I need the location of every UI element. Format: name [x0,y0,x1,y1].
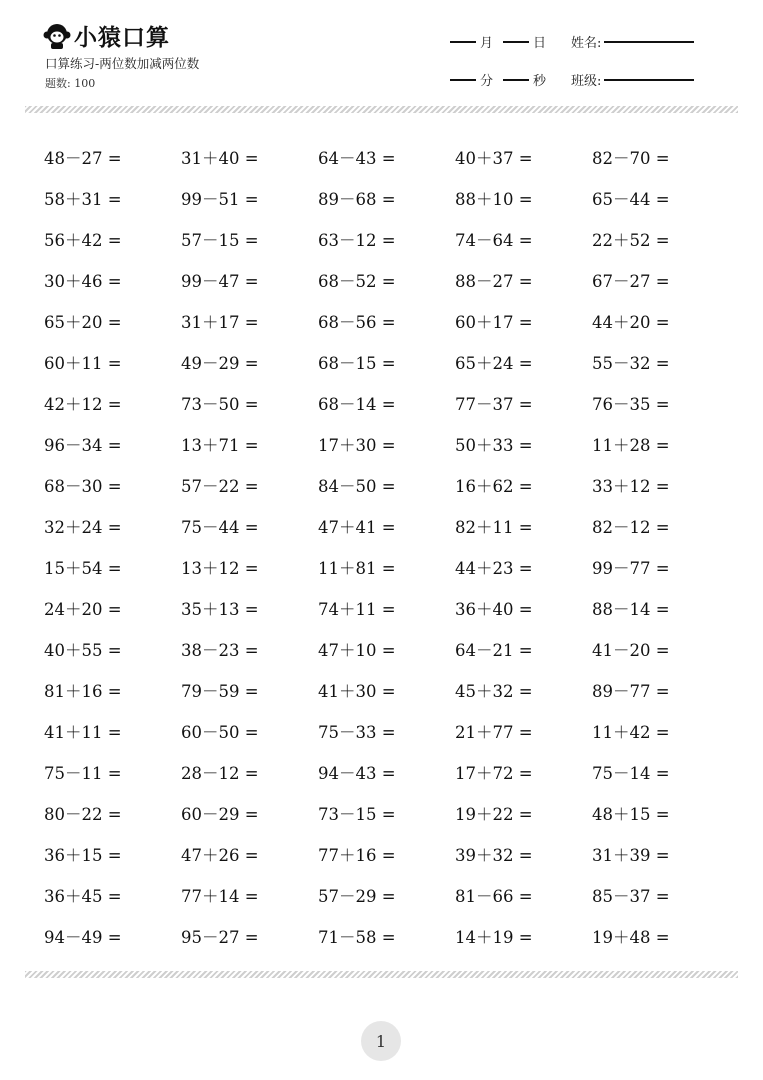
arithmetic-problem: 21＋77 = [455,722,533,742]
problem-grid [44,136,744,956]
arithmetic-problem: 77＋16 = [318,845,396,865]
brand-name: 小猿口算 [74,25,170,51]
arithmetic-problem: 68－14 = [318,394,396,414]
problem-row [44,136,744,177]
arithmetic-problem: 77－37 = [455,394,533,414]
arithmetic-problem: 44＋23 = [455,558,533,578]
name-field [571,32,698,51]
arithmetic-problem: 16＋62 = [455,476,533,496]
name-label: 姓名: [571,36,602,51]
arithmetic-problem: 49－29 = [181,353,259,373]
month-label: 月 [480,36,494,51]
arithmetic-problem: 74＋11 = [318,599,396,619]
problem-row [44,915,744,956]
problem-row [44,218,744,259]
arithmetic-problem: 75－11 = [44,763,122,783]
problem-row [44,710,744,751]
class-label: 班级: [571,74,602,89]
arithmetic-problem: 31＋39 = [592,845,670,865]
arithmetic-problem: 30＋46 = [44,271,122,291]
date-field [446,32,546,51]
arithmetic-problem: 15＋54 = [44,558,122,578]
arithmetic-problem: 19＋22 = [455,804,533,824]
problem-row [44,464,744,505]
arithmetic-problem: 31＋17 = [181,312,259,332]
arithmetic-problem: 48＋15 = [592,804,670,824]
second-blank [503,78,529,81]
arithmetic-problem: 47＋10 = [318,640,396,660]
problem-row [44,300,744,341]
arithmetic-problem: 57－22 = [181,476,259,496]
arithmetic-problem: 36＋40 = [455,599,533,619]
problem-row [44,792,744,833]
arithmetic-problem: 88－27 = [455,271,533,291]
arithmetic-problem: 84－50 = [318,476,396,496]
arithmetic-problem: 89－68 = [318,189,396,209]
problem-row [44,587,744,628]
arithmetic-problem: 40＋55 = [44,640,122,660]
arithmetic-problem: 55－32 = [592,353,670,373]
problem-row [44,505,744,546]
arithmetic-problem: 13＋12 = [181,558,259,578]
arithmetic-problem: 73－15 = [318,804,396,824]
worksheet-title: 口算练习-两位数加减两位数 [45,56,200,71]
arithmetic-problem: 31＋40 = [181,148,259,168]
arithmetic-problem: 88－14 = [592,599,670,619]
problem-row [44,423,744,464]
page-number: 1 [361,1021,401,1061]
arithmetic-problem: 17＋30 = [318,435,396,455]
arithmetic-problem: 60＋17 = [455,312,533,332]
arithmetic-problem: 95－27 = [181,927,259,947]
arithmetic-problem: 73－50 = [181,394,259,414]
day-label: 日 [533,36,547,51]
arithmetic-problem: 80－22 = [44,804,122,824]
arithmetic-problem: 14＋19 = [455,927,533,947]
arithmetic-problem: 58＋31 = [44,189,122,209]
arithmetic-problem: 64－43 = [318,148,396,168]
arithmetic-problem: 13＋71 = [181,435,259,455]
arithmetic-problem: 44＋20 = [592,312,670,332]
bottom-divider [25,971,738,978]
top-divider [25,106,738,113]
arithmetic-problem: 47＋41 = [318,517,396,537]
second-label: 秒 [533,74,547,89]
arithmetic-problem: 65＋24 = [455,353,533,373]
arithmetic-problem: 65＋20 = [44,312,122,332]
arithmetic-problem: 47＋26 = [181,845,259,865]
arithmetic-problem: 79－59 = [181,681,259,701]
brand-logo [43,19,170,52]
problem-row [44,341,744,382]
arithmetic-problem: 65－44 = [592,189,670,209]
problem-count: 题数: 100 [45,77,96,90]
arithmetic-problem: 40＋37 = [455,148,533,168]
minute-blank [450,78,476,81]
arithmetic-problem: 75－44 = [181,517,259,537]
arithmetic-problem: 28－12 = [181,763,259,783]
arithmetic-problem: 57－29 = [318,886,396,906]
problem-row [44,669,744,710]
arithmetic-problem: 68－52 = [318,271,396,291]
arithmetic-problem: 36＋45 = [44,886,122,906]
problem-row [44,546,744,587]
arithmetic-problem: 89－77 = [592,681,670,701]
arithmetic-problem: 68－30 = [44,476,122,496]
problem-row [44,751,744,792]
minute-label: 分 [480,74,494,89]
class-field [571,70,698,89]
arithmetic-problem: 94－49 = [44,927,122,947]
arithmetic-problem: 39＋32 = [455,845,533,865]
arithmetic-problem: 38－23 = [181,640,259,660]
arithmetic-problem: 77＋14 = [181,886,259,906]
arithmetic-problem: 60－29 = [181,804,259,824]
arithmetic-problem: 99－77 = [592,558,670,578]
month-blank [450,40,476,43]
arithmetic-problem: 45＋32 = [455,681,533,701]
arithmetic-problem: 48－27 = [44,148,122,168]
arithmetic-problem: 99－47 = [181,271,259,291]
arithmetic-problem: 33＋12 = [592,476,670,496]
arithmetic-problem: 22＋52 = [592,230,670,250]
arithmetic-problem: 85－37 = [592,886,670,906]
arithmetic-problem: 94－43 = [318,763,396,783]
arithmetic-problem: 96－34 = [44,435,122,455]
arithmetic-problem: 11＋81 = [318,558,396,578]
worksheet-header [0,0,763,110]
problem-row [44,628,744,669]
name-blank [604,40,694,43]
arithmetic-problem: 41＋11 = [44,722,122,742]
problem-row [44,382,744,423]
arithmetic-problem: 76－35 = [592,394,670,414]
arithmetic-problem: 32＋24 = [44,517,122,537]
problem-row [44,874,744,915]
arithmetic-problem: 82－70 = [592,148,670,168]
arithmetic-problem: 71－58 = [318,927,396,947]
arithmetic-problem: 60＋11 = [44,353,122,373]
arithmetic-problem: 64－21 = [455,640,533,660]
arithmetic-problem: 99－51 = [181,189,259,209]
problem-row [44,177,744,218]
arithmetic-problem: 81－66 = [455,886,533,906]
arithmetic-problem: 88＋10 = [455,189,533,209]
class-blank [604,78,694,81]
arithmetic-problem: 68－56 = [318,312,396,332]
arithmetic-problem: 75－14 = [592,763,670,783]
arithmetic-problem: 67－27 = [592,271,670,291]
arithmetic-problem: 19＋48 = [592,927,670,947]
arithmetic-problem: 75－33 = [318,722,396,742]
arithmetic-problem: 41－20 = [592,640,670,660]
arithmetic-problem: 42＋12 = [44,394,122,414]
arithmetic-problem: 41＋30 = [318,681,396,701]
arithmetic-problem: 35＋13 = [181,599,259,619]
monkey-icon [43,22,71,50]
arithmetic-problem: 60－50 = [181,722,259,742]
arithmetic-problem: 36＋15 = [44,845,122,865]
time-field [446,70,546,89]
arithmetic-problem: 11＋28 = [592,435,670,455]
arithmetic-problem: 81＋16 = [44,681,122,701]
arithmetic-problem: 82－12 = [592,517,670,537]
arithmetic-problem: 50＋33 = [455,435,533,455]
arithmetic-problem: 11＋42 = [592,722,670,742]
arithmetic-problem: 74－64 = [455,230,533,250]
problem-row [44,259,744,300]
day-blank [503,40,529,43]
arithmetic-problem: 63－12 = [318,230,396,250]
arithmetic-problem: 82＋11 = [455,517,533,537]
arithmetic-problem: 24＋20 = [44,599,122,619]
arithmetic-problem: 56＋42 = [44,230,122,250]
arithmetic-problem: 68－15 = [318,353,396,373]
arithmetic-problem: 17＋72 = [455,763,533,783]
arithmetic-problem: 57－15 = [181,230,259,250]
problem-row [44,833,744,874]
